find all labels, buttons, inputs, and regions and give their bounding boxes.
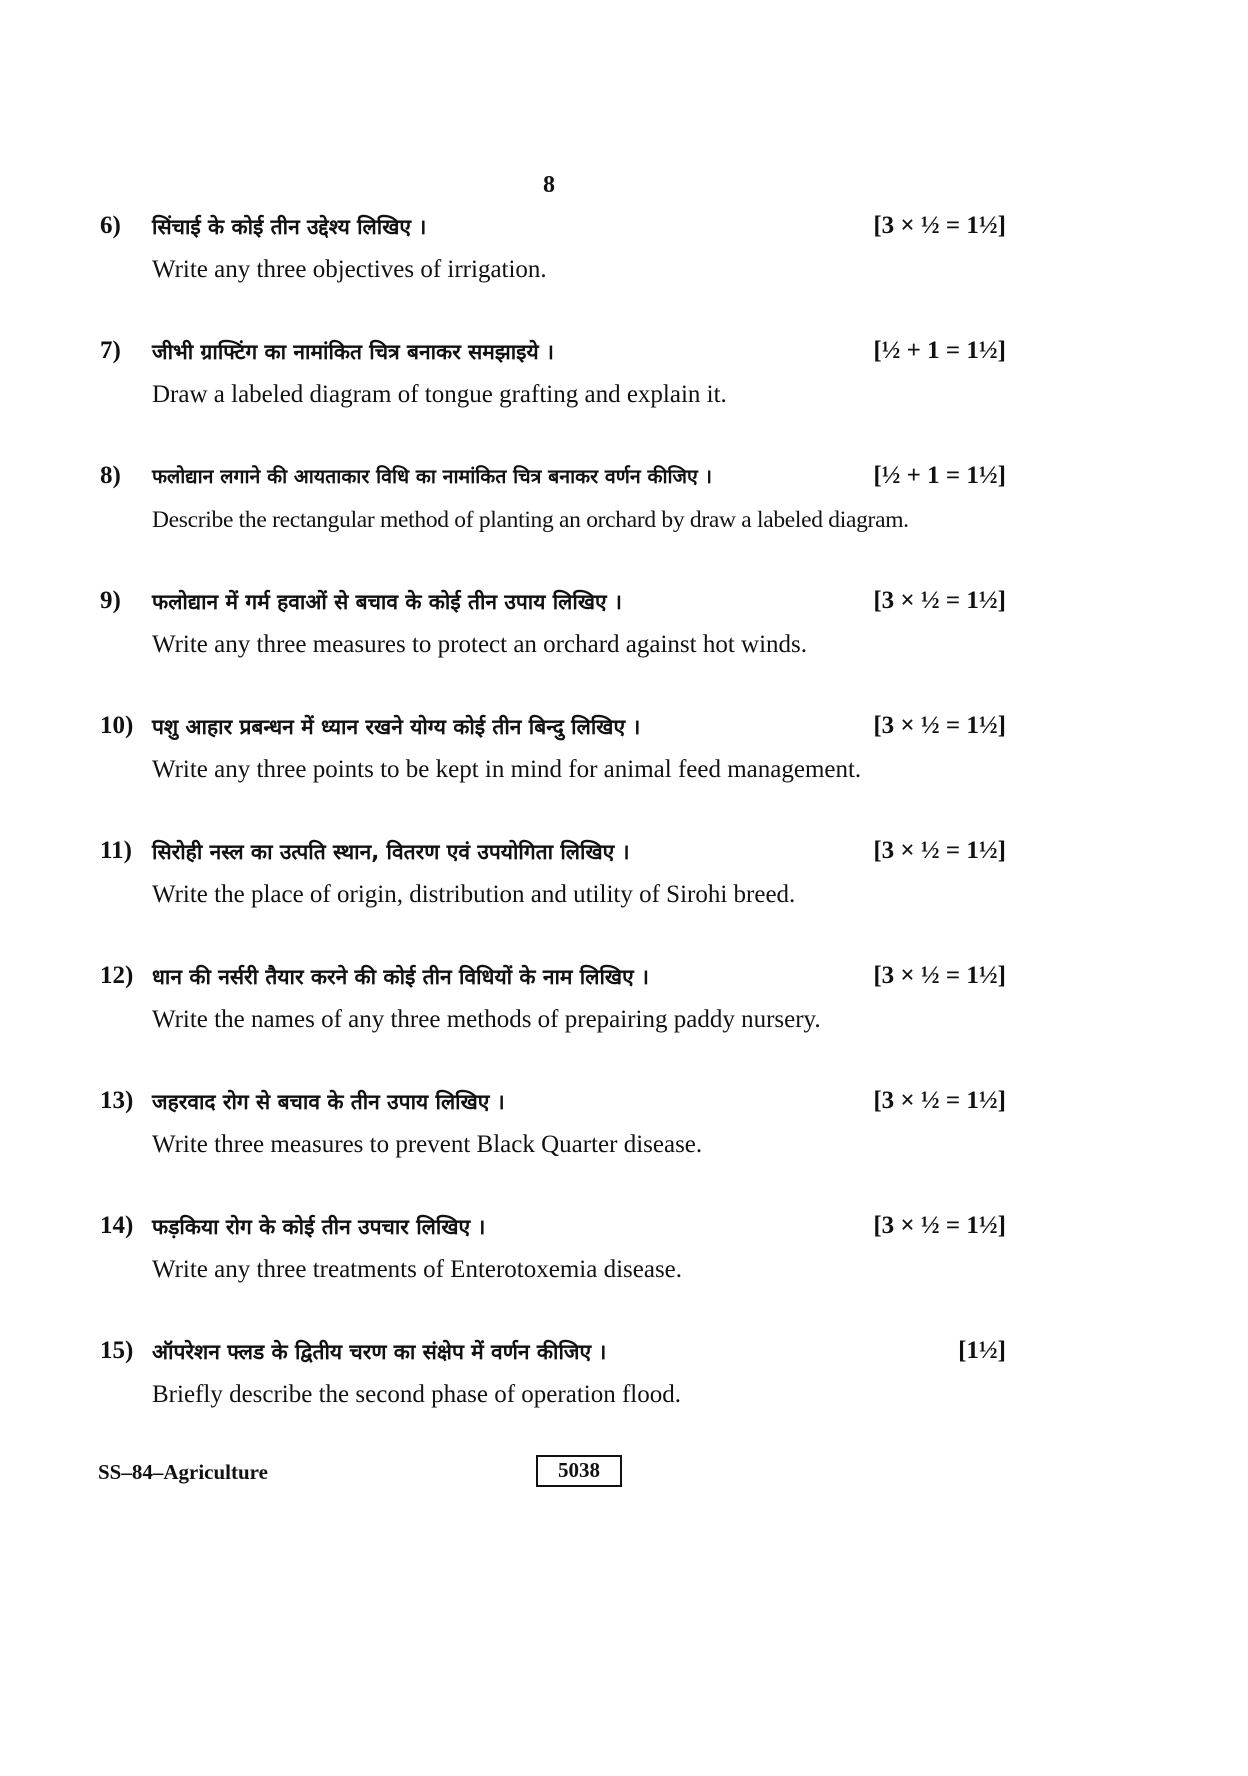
- question-number: 9): [100, 587, 121, 614]
- question-text-english: Briefly describe the second phase of operation flood.: [152, 1381, 681, 1408]
- question-13: [100, 1086, 1006, 1186]
- question-text-english: Write any three measures to protect an orchard against hot winds.: [152, 631, 808, 658]
- question-9: [100, 586, 1006, 686]
- question-number: 10): [100, 712, 134, 739]
- question-marks: [3 × ½ = 1½]: [873, 712, 1006, 739]
- question-text-english: Write any three points to be kept in mind for animal feed management.: [152, 756, 862, 783]
- question-marks: [3 × ½ = 1½]: [873, 1087, 1006, 1114]
- question-marks: [3 × ½ = 1½]: [873, 962, 1006, 989]
- question-10: [100, 711, 1006, 811]
- question-text-english: Write the names of any three methods of prepairing paddy nursery.: [152, 1006, 821, 1033]
- question-marks: [1½]: [958, 1337, 1006, 1364]
- question-marks: [½ + 1 = 1½]: [873, 462, 1006, 489]
- question-text-english: Write the place of origin, distribution and utility of Sirohi breed.: [152, 881, 796, 908]
- question-8: [100, 461, 1006, 561]
- question-text-hindi: ऑपरेशन फ्लड के द्वितीय चरण का संक्षेप में वर्णन कीजिए ।: [152, 1340, 607, 1364]
- question-text-english: Write any three treatments of Enterotoxemia disease.: [152, 1256, 683, 1283]
- question-marks: [3 × ½ = 1½]: [873, 837, 1006, 864]
- question-text-hindi: फलोद्यान लगाने की आयताकार विधि का नामांकित चित्र बनाकर वर्णन कीजिए ।: [152, 465, 712, 488]
- question-text-hindi: पशु आहार प्रबन्धन में ध्यान रखने योग्य कोई तीन बिन्दु लिखिए ।: [152, 715, 641, 739]
- question-marks: [3 × ½ = 1½]: [873, 1212, 1006, 1239]
- question-15: [100, 1336, 1006, 1436]
- question-12: [100, 961, 1006, 1061]
- question-number: 8): [100, 462, 121, 489]
- paper-code: SS–84–Agriculture: [98, 1460, 268, 1484]
- question-text-hindi: फलोद्यान में गर्म हवाओं से बचाव के कोई तीन उपाय लिखिए ।: [152, 590, 622, 614]
- question-number: 6): [100, 212, 121, 239]
- paper-number-box: 5038: [536, 1455, 622, 1487]
- question-7: [100, 336, 1006, 436]
- question-number: 7): [100, 337, 121, 364]
- question-text-english: Write three measures to prevent Black Quarter disease.: [152, 1131, 703, 1158]
- question-text-english: Draw a labeled diagram of tongue grafting and explain it.: [152, 381, 727, 408]
- question-number: 15): [100, 1337, 134, 1364]
- question-text-hindi: जहरवाद रोग से बचाव के तीन उपाय लिखिए ।: [152, 1090, 505, 1114]
- question-number: 14): [100, 1212, 134, 1239]
- question-text-hindi: सिंचाई के कोई तीन उद्देश्य लिखिए ।: [152, 215, 427, 239]
- question-14: [100, 1211, 1006, 1311]
- page-number: 8: [543, 172, 555, 198]
- question-11: [100, 836, 1006, 936]
- question-marks: [3 × ½ = 1½]: [873, 212, 1006, 239]
- question-number: 13): [100, 1087, 134, 1114]
- question-text-english: Write any three objectives of irrigation.: [152, 256, 547, 283]
- question-marks: [½ + 1 = 1½]: [873, 337, 1006, 364]
- question-number: 11): [100, 837, 132, 864]
- question-6: [100, 211, 1006, 311]
- question-marks: [3 × ½ = 1½]: [873, 587, 1006, 614]
- question-number: 12): [100, 962, 134, 989]
- question-text-hindi: जीभी ग्राफ्टिंग का नामांकित चित्र बनाकर समझाइये ।: [152, 340, 554, 364]
- question-text-hindi: धान की नर्सरी तैयार करने की कोई तीन विधियों के नाम लिखिए ।: [152, 965, 649, 989]
- question-text-english: Describe the rectangular method of planting an orchard by draw a labeled diagram.: [152, 507, 909, 533]
- question-text-hindi: सिरोही नस्ल का उत्पति स्थान, वितरण एवं उपयोगिता लिखिए ।: [152, 840, 630, 864]
- question-text-hindi: फड़किया रोग के कोई तीन उपचार लिखिए ।: [152, 1215, 486, 1239]
